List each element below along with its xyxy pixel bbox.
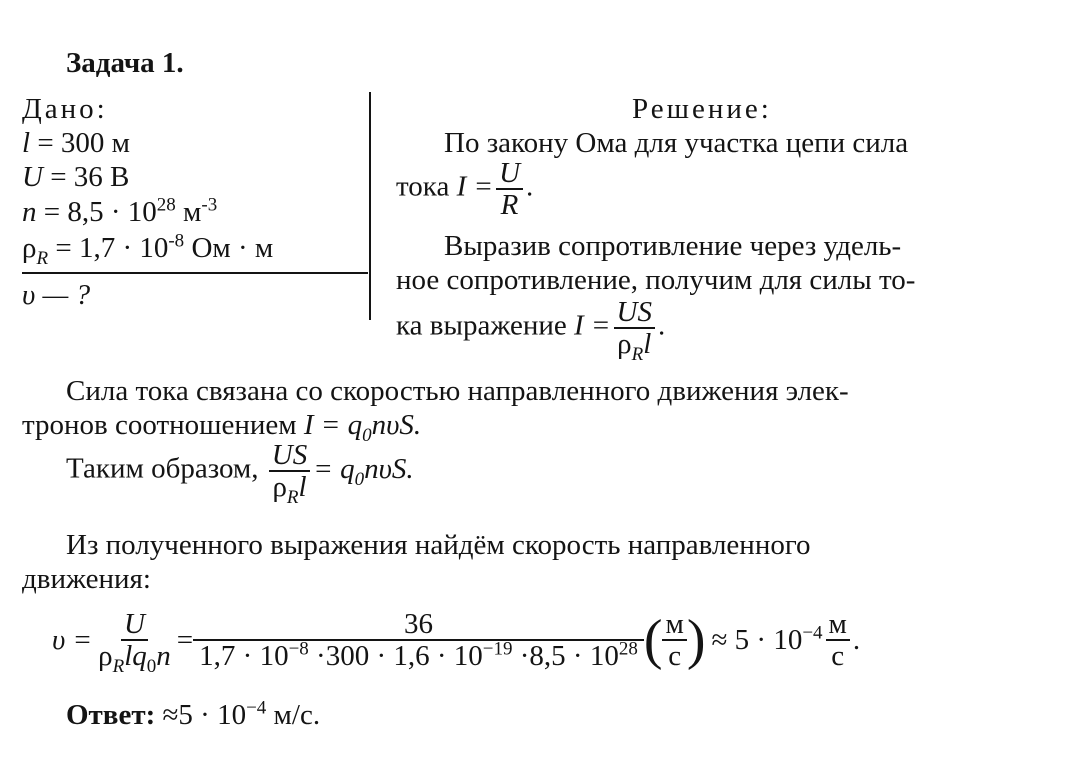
ohm-law-lhs: I = [456,170,494,203]
given-voltage [22,160,129,194]
given-concentration [22,195,217,229]
concentration-unit-exponent: -3 [201,194,218,216]
given-divider-horizontal [22,272,368,274]
body-p5-line2: движения: [22,563,151,595]
p4-denominator: $\rho_Rl$ [272,471,307,508]
current-numerator: US [614,297,655,329]
final-fraction-2: $\frac{36}{1,7 \cdot 10^{-8} \cdot 300 \cdot 1,6 \cdot 10^{-19} \cdot 8,5 \cdot 10^{28}}$ [196,609,641,671]
answer-line [66,698,320,732]
right-paren: ) [686,609,706,671]
concentration-value: = 8,5 · 10 [36,196,157,228]
current-denominator: $\rho_Rl$ [617,328,652,365]
given-divider-vertical [369,92,371,320]
current-lhs: I = [574,309,611,342]
unit-fraction: $\frac{м}{с}$ [662,609,686,671]
final-lhs: υ = [52,624,93,656]
solution-header: Решение: [632,93,772,125]
voltage-variable: U [22,161,43,193]
solution-p1-text: тока [396,170,457,203]
current-fraction [614,296,655,365]
solution-p1-line2: тока I = $\frac{U}{R}$ . [396,157,534,221]
solution-p2-line3: ка выражение I = $\frac{US}{\rho_Rl}$ . [396,296,666,365]
answer-exponent: −4 [246,697,267,719]
length-variable: l [22,127,31,159]
answer-unit: м/с. [266,699,321,731]
resistivity-symbol: ρ [22,232,37,264]
resistivity-subscript: R [36,247,49,269]
ohm-law-fraction [496,158,523,220]
resistivity-exponent: -8 [168,230,185,252]
problem-title: Задача 1. [66,47,184,79]
result-unit-fraction: $\frac{м}{с}$ [826,609,850,671]
voltage-value: = 36 В [42,161,130,193]
ohm-law-denominator: R [500,189,519,221]
length-value: = 300 м [30,127,131,159]
given-resistivity [22,230,274,269]
resistivity-value: = 1,7 · 10 [48,232,169,264]
concentration-unit: м [175,196,202,228]
given-header: Дано: [22,93,108,125]
ohm-law-numerator: U [496,158,523,190]
left-paren: ( [643,609,663,671]
solution-p1-line1: По закону Ома для участка цепи сила [444,127,909,159]
concentration-variable: n [22,196,37,228]
final-equals: = [176,624,194,656]
answer-value: ≈5 · 10 [155,699,247,731]
resistivity-unit: Ом · м [184,232,274,264]
final-fraction-1: $\frac{U}{\rho_Rlq_0n}$ [98,608,171,677]
solution-p2-line1: Выразив сопротивление через удель- [444,230,902,262]
body-p3-line1: Сила тока связана со скоростью направленного движения элек- [66,375,849,407]
body-p5-line1: Из полученного выражения найдём скорость направленного [66,529,811,561]
answer-label: Ответ: [66,699,156,731]
body-p4: Таким образом, $\frac{US}{\rho_Rl}$ = $q_0n\upsilon S$. [66,439,414,508]
relation-formula: $I = q_0n\upsilon S$. [303,409,422,446]
final-formula: υ = $\frac{U}{\rho_Rlq_0n}$ = $\frac{36}{1,7 \cdot 10^{-8} \cdot 300 \cdot 1,6 \cdot 10^{-19} \cdot 8,5 \cdot 10^{28}}$ ( $\frac{м}{с}$ ) ≈ $5 \cdot 10^{-4}$ $\frac{м}{с}$ . [52,608,861,677]
p4-fraction [269,439,310,508]
solution-p2-line2: ное сопротивление, получим для силы то- [396,264,916,296]
find-velocity: υ — ? [22,279,91,311]
p4-rhs: = $q_0n\upsilon S$. [313,452,414,490]
p4-numerator: US [269,440,310,472]
solution-p2-text: ка выражение [396,309,575,342]
given-length [22,126,130,160]
final-approx: ≈ $5 \cdot 10^{-4}$ [711,622,823,656]
body-p3-line2: тронов соотношением $I = q_0n\upsilon S$. [22,409,422,446]
concentration-exponent: 28 [156,194,176,216]
